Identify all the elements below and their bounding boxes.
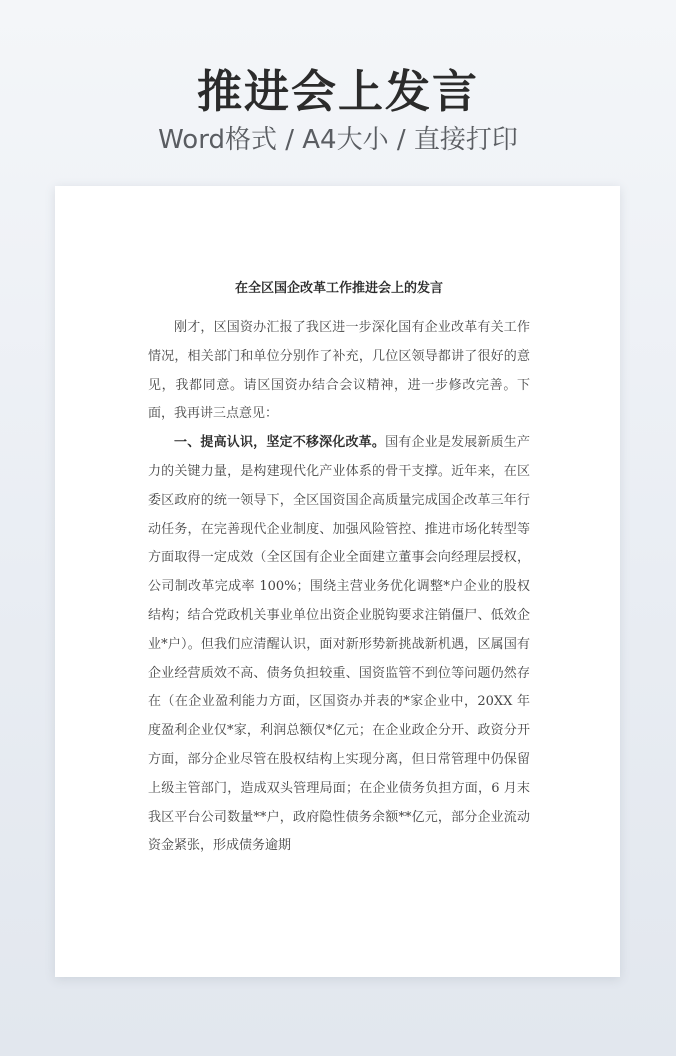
document-title: 在全区国企改革工作推进会上的发言 xyxy=(234,281,443,296)
document-body xyxy=(148,278,530,861)
intro-paragraph: 刚才，区国资办汇报了我区进一步深化国有企业改革有关工作情况，相关部门和单位分别作了补充，几位区领导都讲了很好的意见，我都同意。请区国资办结合会议精神，进一步修改完善。下面，我再讲三点意见： xyxy=(148,320,530,422)
page-header xyxy=(0,62,676,158)
document-preview xyxy=(55,186,620,977)
page-subtitle: Word格式 / A4大小 / 直接打印 xyxy=(158,125,518,155)
section-body: 国有企业是发展新质生产力的关键力量，是构建现代化产业体系的骨干支撑。近年来，在区委区政府的统一领导下，全区国资国企高质量完成国企改革三年行动任务，在完善现代企业制度、加强风险管控、推进市场化转型等方面取得一定成效（全区国有企业全面建立董事会向经理层授权，公司制改革完成率 100%；围绕主营业务优化调整*户企业的股权结构；结合党政机关事业单位出资企业脱钩要求注销僵尸、低效企业*户）。但我们应清醒认识，面对新形势新挑战新机遇，区属国有企业经营质效不高、债务负担较重、国资监管不到位等问题仍然存在（在企业盈利能力方面，区国资办并表的*家企业中，20XX 年度盈利企业仅*家，利润总额仅*亿元；在企业政企分开、政资分开方面，部分企业尽管在股权结构上实现分离，但日常管理中仍保留上级主管部门，造成双头管理局面；在企业债务负担方面，6 月末我区平台公司数量**户，政府隐性债务余额**亿元，部分企业流动资金紧张，形成债务逾期 xyxy=(148,435,530,854)
page-title: 推进会上发言 xyxy=(196,65,479,118)
section-heading: 一、提高认识，坚定不移深化改革。 xyxy=(174,435,386,451)
section-paragraph xyxy=(148,429,530,861)
